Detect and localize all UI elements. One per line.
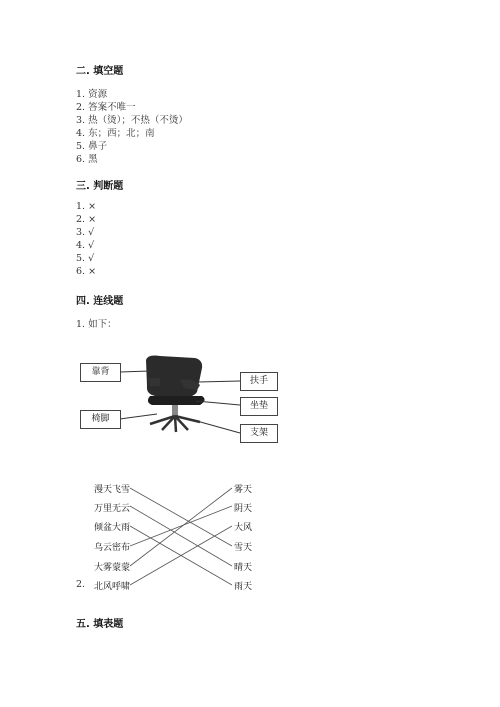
answer-2-4: 4. 东；西；北；南	[76, 128, 155, 139]
match-line-5	[130, 488, 232, 566]
answer-3-1: 1. ×	[76, 201, 97, 212]
answer-3-4: 4. √	[76, 240, 95, 251]
connector-legs	[120, 414, 157, 419]
answer-3-6: 6. ×	[76, 266, 97, 277]
connector-frame	[186, 418, 240, 433]
match-right-item-2: 阴天	[234, 504, 253, 514]
match-left-item-6: 北风呼啸	[94, 582, 131, 592]
match-left-item-4: 乌云密布	[94, 543, 131, 553]
answer-3-3: 3. √	[76, 227, 95, 238]
chair-column-shape	[172, 405, 178, 416]
chair-legs-shape	[150, 416, 200, 432]
match-left-item-2: 万里无云	[94, 504, 131, 514]
answer-3-5: 5. √	[76, 253, 95, 264]
section-5-heading: 五. 填表题	[76, 619, 124, 630]
label-frame: 支架	[240, 424, 278, 443]
match-line-1	[130, 488, 232, 546]
match-left-item-3: 倾盆大雨	[94, 523, 131, 533]
question-4-1-label: 1. 如下：	[76, 319, 117, 330]
connector-backrest	[120, 371, 150, 372]
match-line-4	[130, 506, 232, 546]
label-cushion: 坐垫	[240, 397, 278, 416]
answer-3-2: 2. ×	[76, 214, 97, 225]
section-3-heading: 三. 判断题	[76, 181, 124, 192]
match-right-item-1: 雾天	[234, 485, 253, 495]
match-line-2	[130, 506, 232, 566]
match-right-item-6: 雨天	[234, 582, 253, 592]
answer-2-2: 2. 答案不唯一	[76, 102, 136, 113]
answer-2-1: 1. 资源	[76, 89, 108, 100]
chair-seat-shape	[148, 396, 205, 405]
answer-2-5: 5. 鼻子	[76, 141, 108, 152]
section-2-heading: 二. 填空题	[76, 66, 124, 77]
label-armrest: 扶手	[240, 372, 278, 391]
label-legs: 椅脚	[80, 410, 121, 429]
question-4-2-label: 2.	[76, 579, 86, 590]
match-right-item-5: 晴天	[234, 563, 253, 573]
match-left-item-1: 漫天飞雪	[94, 485, 131, 495]
section-4-heading: 四. 连线题	[76, 296, 124, 307]
answer-2-3: 3. 热（烫）；不热（不烫）	[76, 115, 188, 126]
label-backrest: 靠背	[80, 363, 121, 382]
connector-armrest	[198, 381, 240, 382]
match-left-item-5: 大雾蒙蒙	[94, 563, 131, 573]
match-right-item-4: 雪天	[234, 543, 253, 553]
chair-backrest-shape	[146, 356, 202, 399]
match-right-item-3: 大风	[234, 523, 253, 533]
chair-armrest-left-shape	[148, 378, 160, 386]
answer-2-6: 6. 黑	[76, 154, 98, 165]
